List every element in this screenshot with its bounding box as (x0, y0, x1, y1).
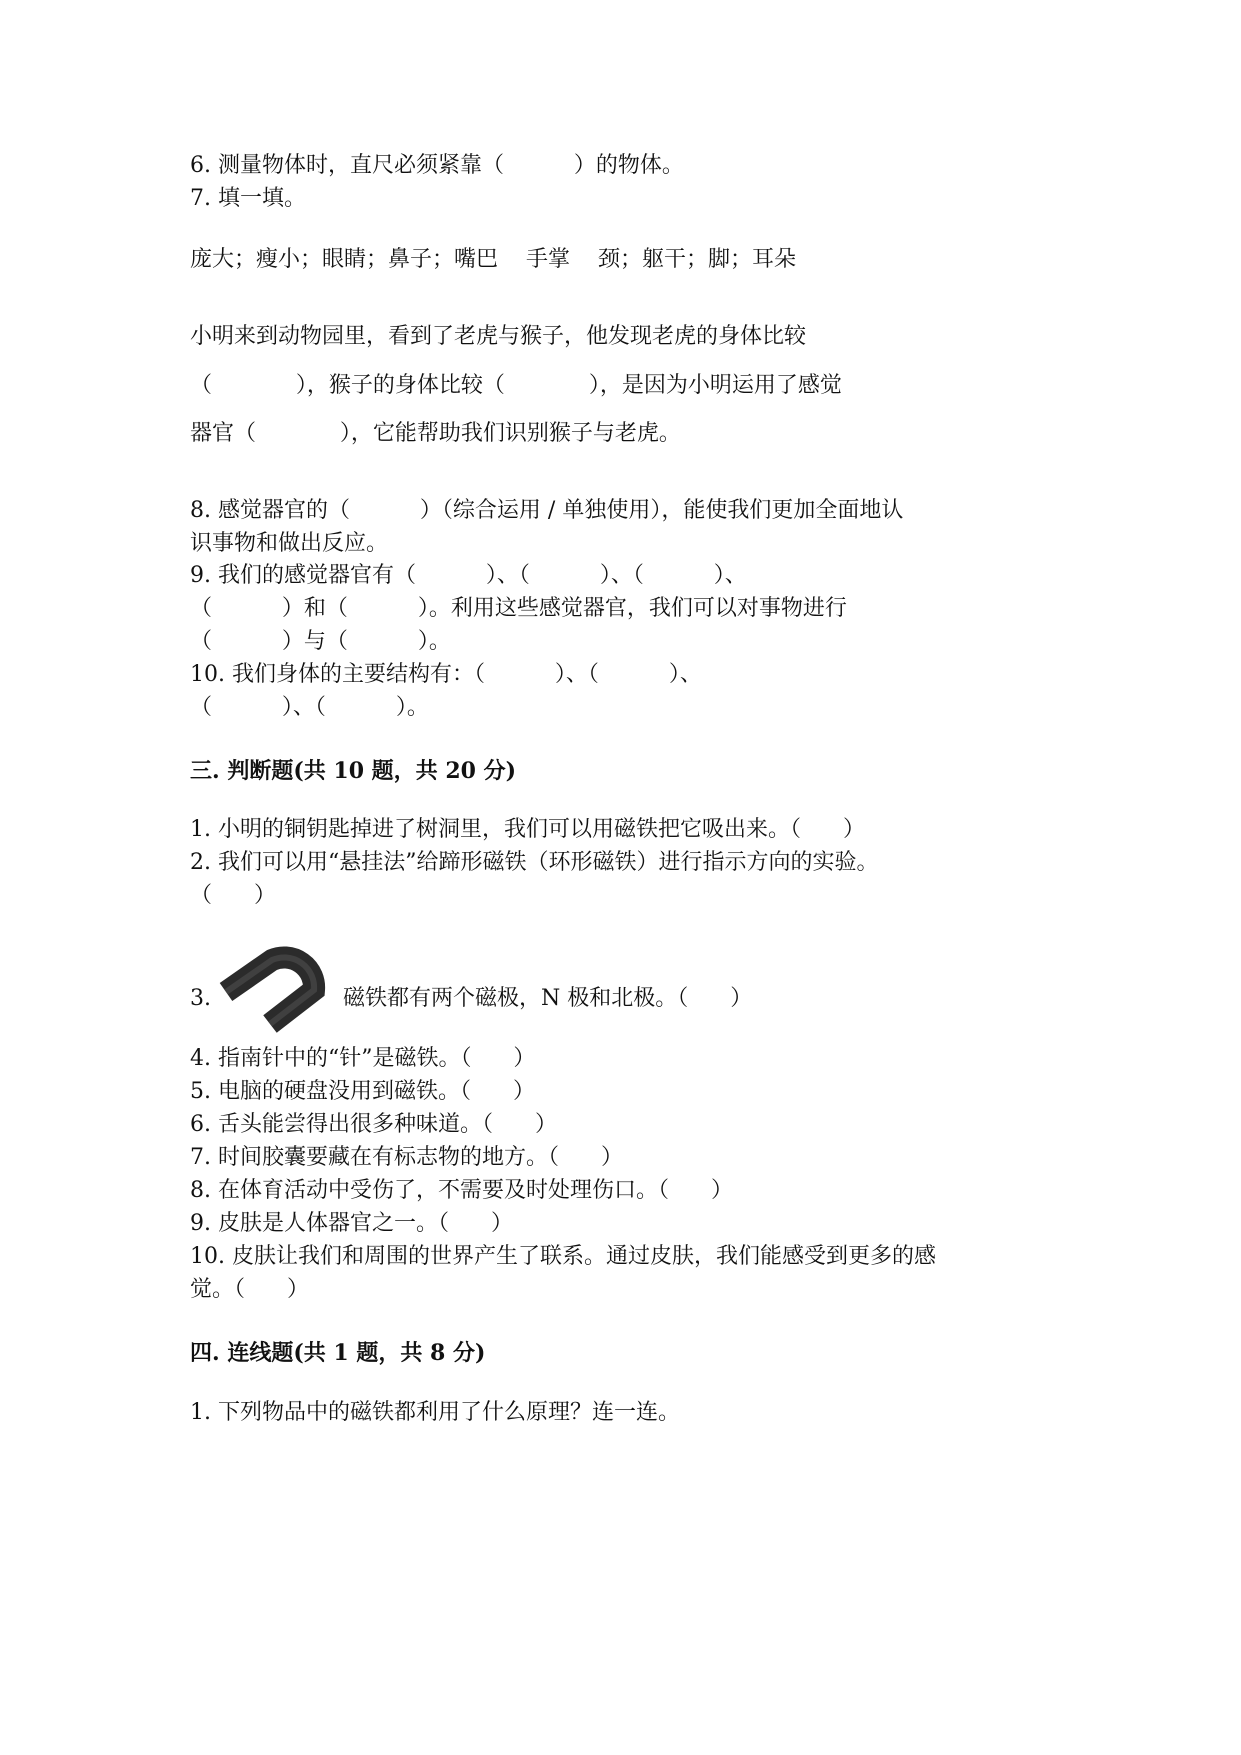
tf-q9: 9. 皮肤是人体器官之一。（ ） (190, 1211, 513, 1236)
section-3-heading: 三. 判断题(共 10 题，共 20 分) (190, 758, 517, 784)
tf-q10-line-1: 10. 皮肤让我们和周围的世界产生了联系。通过皮肤，我们能感受到更多的感 (190, 1244, 936, 1269)
section-4-heading: 四. 连线题(共 1 题，共 8 分) (190, 1340, 486, 1366)
tf-q4: 4. 指南针中的“针”是磁铁。（ ） (190, 1046, 536, 1071)
tf-q1: 1. 小明的铜钥匙掉进了树洞里，我们可以用磁铁把它吸出来。（ ） (190, 817, 865, 842)
horseshoe-magnet-image (214, 920, 340, 1036)
tf-q6: 6. 舌头能尝得出很多种味道。（ ） (190, 1112, 557, 1137)
q7-fill-title: 7. 填一填。 (190, 186, 306, 211)
q6-fill-ruler: 6. 测量物体时，直尺必须紧靠（ ）的物体。 (190, 153, 684, 178)
tf-q7: 7. 时间胶囊要藏在有标志物的地方。（ ） (190, 1145, 623, 1170)
q9-line-2: （ ）和（ ）。利用这些感觉器官，我们可以对事物进行 (190, 596, 847, 621)
q10-line-1: 10. 我们身体的主要结构有：（ ）、（ ）、 (190, 662, 702, 687)
q7-passage-line-3: 器官（ ），它能帮助我们识别猴子与老虎。 (190, 421, 681, 446)
q7-passage-line-1: 小明来到动物园里，看到了老虎与猴子，他发现老虎的身体比较 (190, 324, 807, 349)
tf-q3-text: 磁铁都有两个磁极，N 极和北极。（ ） (343, 986, 753, 1011)
q8-line-2: 识事物和做出反应。 (190, 531, 389, 556)
tf-q10-line-2: 觉。（ ） (190, 1277, 309, 1302)
tf-q2-line-1: 2. 我们可以用“悬挂法”给蹄形磁铁（环形磁铁）进行指示方向的实验。 (190, 850, 879, 875)
q9-line-1: 9. 我们的感觉器官有（ ）、（ ）、（ ）、 (190, 563, 747, 588)
tf-q5: 5. 电脑的硬盘没用到磁铁。（ ） (190, 1079, 535, 1104)
tf-q3-number: 3. (190, 986, 211, 1011)
tf-q8: 8. 在体育活动中受伤了，不需要及时处理伤口。（ ） (190, 1178, 733, 1203)
q8-line-1: 8. 感觉器官的（ ）（综合运用 / 单独使用），能使我们更加全面地认 (190, 498, 904, 523)
matching-q1: 1. 下列物品中的磁铁都利用了什么原理？连一连。 (190, 1400, 680, 1425)
q7-passage-line-2: （ ），猴子的身体比较（ ），是因为小明运用了感觉 (190, 373, 842, 398)
q9-line-3: （ ）与（ ）。 (190, 629, 451, 654)
tf-q2-line-2: （ ） (190, 883, 276, 908)
q10-line-2: （ ）、（ ）。 (190, 695, 429, 720)
word-bank: 庞大；瘦小；眼睛；鼻子；嘴巴 手掌 颈；躯干；脚；耳朵 (190, 247, 796, 272)
